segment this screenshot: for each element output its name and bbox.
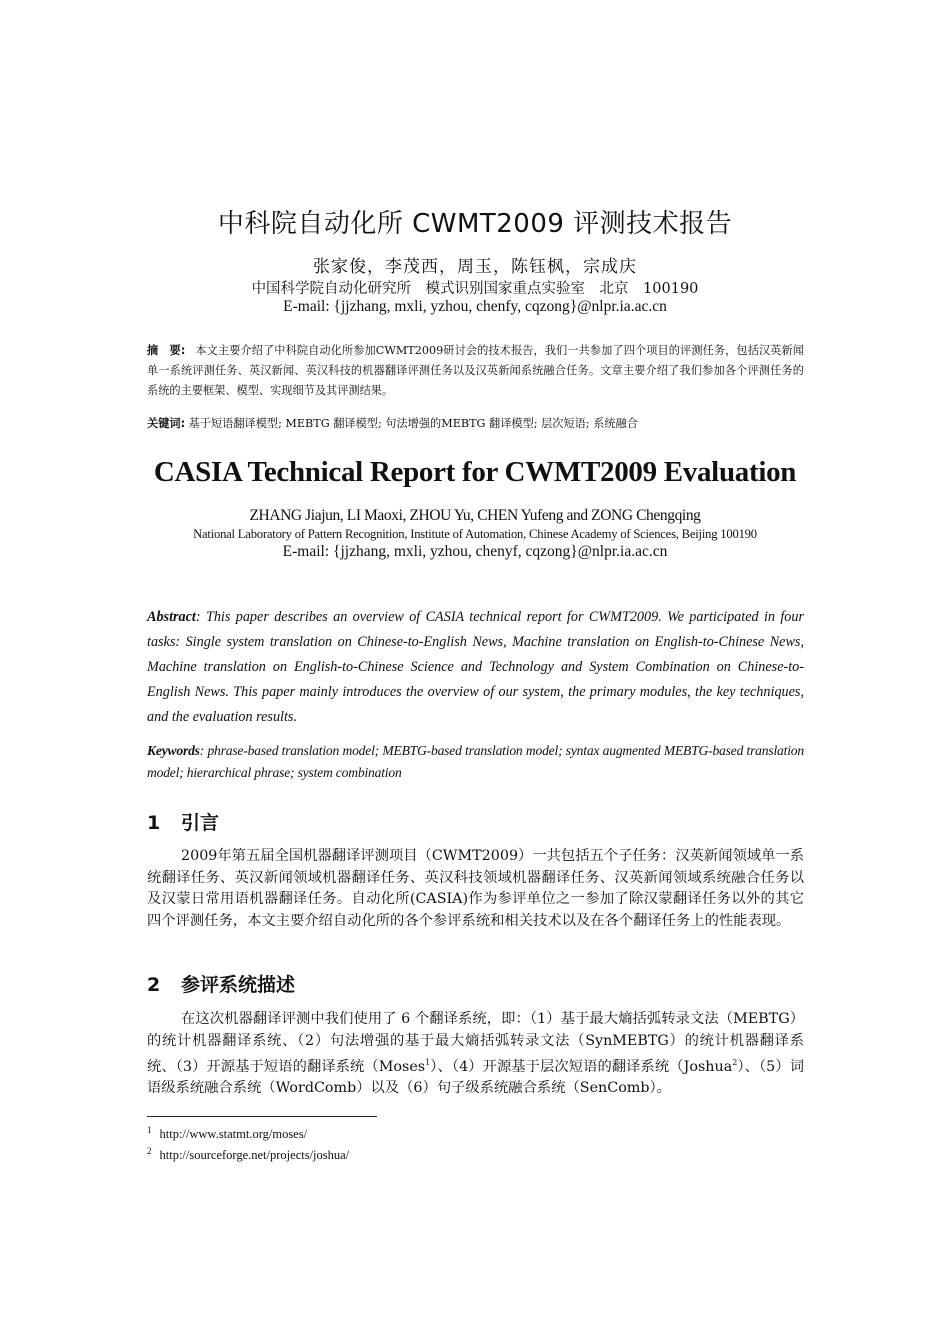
english-keywords-text: : phrase-based translation model; MEBTG-based translation model; syntax augmented MEBTG-based translation model; hierarchical phrase; system combination bbox=[147, 743, 804, 780]
english-affiliation: National Laboratory of Pattern Recognition, Institute of Automation, Chinese Academy of Sciences, Beijing 100190 bbox=[193, 527, 757, 541]
chinese-affiliation: 中国科学院自动化研究所 模式识别国家重点实验室 北京 100190 bbox=[251, 281, 699, 297]
footnote-2-mark: 2 bbox=[147, 1146, 152, 1157]
section-2-text-b: ）、（4）开源基于层次短语的翻译系统（Joshua bbox=[430, 1058, 733, 1075]
section-2-heading bbox=[147, 970, 295, 997]
chinese-abstract-text: 本文主要介绍了中科院自动化所参加CWMT2009研讨会的技术报告，我们一共参加了四个项目的评测任务，包括汉英新闻单一系统评测任务、英汉新闻、英汉科技的机器翻译评测任务以及汉英新闻系统融合任务。文章主要介绍了我们参加各个评测任务的系统的主要框架、模型、实现细节及其评测结果。 bbox=[147, 344, 804, 397]
footnote-2-link[interactable]: http://sourceforge.net/projects/joshua/ bbox=[159, 1148, 350, 1163]
footnote-1-mark: 1 bbox=[147, 1125, 152, 1135]
english-title: CASIA Technical Report for CWMT2009 Evaluation bbox=[153, 456, 797, 488]
english-keywords bbox=[147, 740, 804, 784]
footnote-2 bbox=[147, 1143, 349, 1164]
footnote-ref-2[interactable]: 2 bbox=[732, 1058, 738, 1067]
footnote-1 bbox=[147, 1122, 349, 1143]
section-1-heading bbox=[147, 808, 219, 835]
section-1-title: 引言 bbox=[181, 812, 220, 834]
footnote-ref-1[interactable]: 1 bbox=[425, 1058, 431, 1067]
footnote-divider bbox=[147, 1116, 377, 1117]
chinese-keywords bbox=[147, 414, 804, 434]
section-2-text-a: 在这次机器翻译评测中我们使用了 6 个翻译系统，即：（1）基于最大熵括弧转录文法（MEBTG）的统计机器翻译系统、（2）句法增强的基于最大熵括弧转录文法（SynMEBTG）的统计机器翻译系统、（3）开源基于短语的翻译系统（Moses bbox=[147, 1011, 804, 1075]
english-abstract-text: : This paper describes an overview of CASIA technical report for CWMT2009. We participated in four tasks: Single system translation on Chinese-to-English News, Machine translation on English-to-Chinese News, Machine translation on English-to-Chinese Science and Technology and System Combination on Chinese-to-English News. This paper mainly introduces the overview of our system, the primary modules, the key techniques, and the evaluation results. bbox=[147, 609, 804, 725]
section-2-number: 2 bbox=[147, 974, 161, 996]
section-1-paragraph: 2009年第五届全国机器翻译评测项目（CWMT2009）一共包括五个子任务：汉英新闻领域单一系统翻译任务、英汉新闻领域机器翻译任务、英汉科技领域机器翻译任务、汉英新闻领域系统融合任务以及汉蒙日常用语机器翻译任务。自动化所(CASIA)作为参评单位之一参加了除汉蒙翻译任务以外的其它四个评测任务，本文主要介绍自动化所的各个参评系统和相关技术以及在各个翻译任务上的性能表现。 bbox=[147, 848, 804, 929]
english-authors: ZHANG Jiajun, LI Maoxi, ZHOU Yu, CHEN Yufeng and ZONG Chengqing bbox=[249, 507, 701, 524]
english-keywords-label: Keywords bbox=[147, 743, 200, 758]
english-abstract-label: Abstract bbox=[147, 609, 196, 625]
section-1-number: 1 bbox=[147, 812, 161, 834]
chinese-keywords-text: 基于短语翻译模型; MEBTG 翻译模型; 句法增强的MEBTG 翻译模型; 层次短语; 系统融合 bbox=[188, 417, 638, 430]
footnote-1-link[interactable]: http://www.statmt.org/moses/ bbox=[159, 1127, 308, 1142]
chinese-abstract bbox=[147, 341, 804, 401]
footnotes bbox=[147, 1122, 349, 1164]
chinese-keywords-label: 关键词: bbox=[147, 417, 186, 430]
section-2-title: 参评系统描述 bbox=[181, 974, 296, 996]
chinese-authors: 张家俊，李茂西，周玉，陈钰枫，宗成庆 bbox=[313, 257, 637, 277]
chinese-abstract-label: 摘 要: bbox=[147, 344, 186, 357]
chinese-title: 中科院自动化所 CWMT2009 评测技术报告 bbox=[217, 209, 733, 239]
section-2-paragraph bbox=[147, 1009, 804, 1100]
english-email: E-mail: {jjzhang, mxli, yzhou, chenyf, cqzong}@nlpr.ia.ac.cn bbox=[282, 543, 668, 560]
section-2-text-c: ）、（5）词语级系统融合系统（WordComb）以及（6）句子级系统融合系统（SenComb）。 bbox=[147, 1058, 804, 1097]
english-abstract bbox=[147, 605, 804, 730]
chinese-email: E-mail: {jjzhang, mxli, yzhou, chenfy, cqzong}@nlpr.ia.ac.cn bbox=[283, 298, 667, 315]
